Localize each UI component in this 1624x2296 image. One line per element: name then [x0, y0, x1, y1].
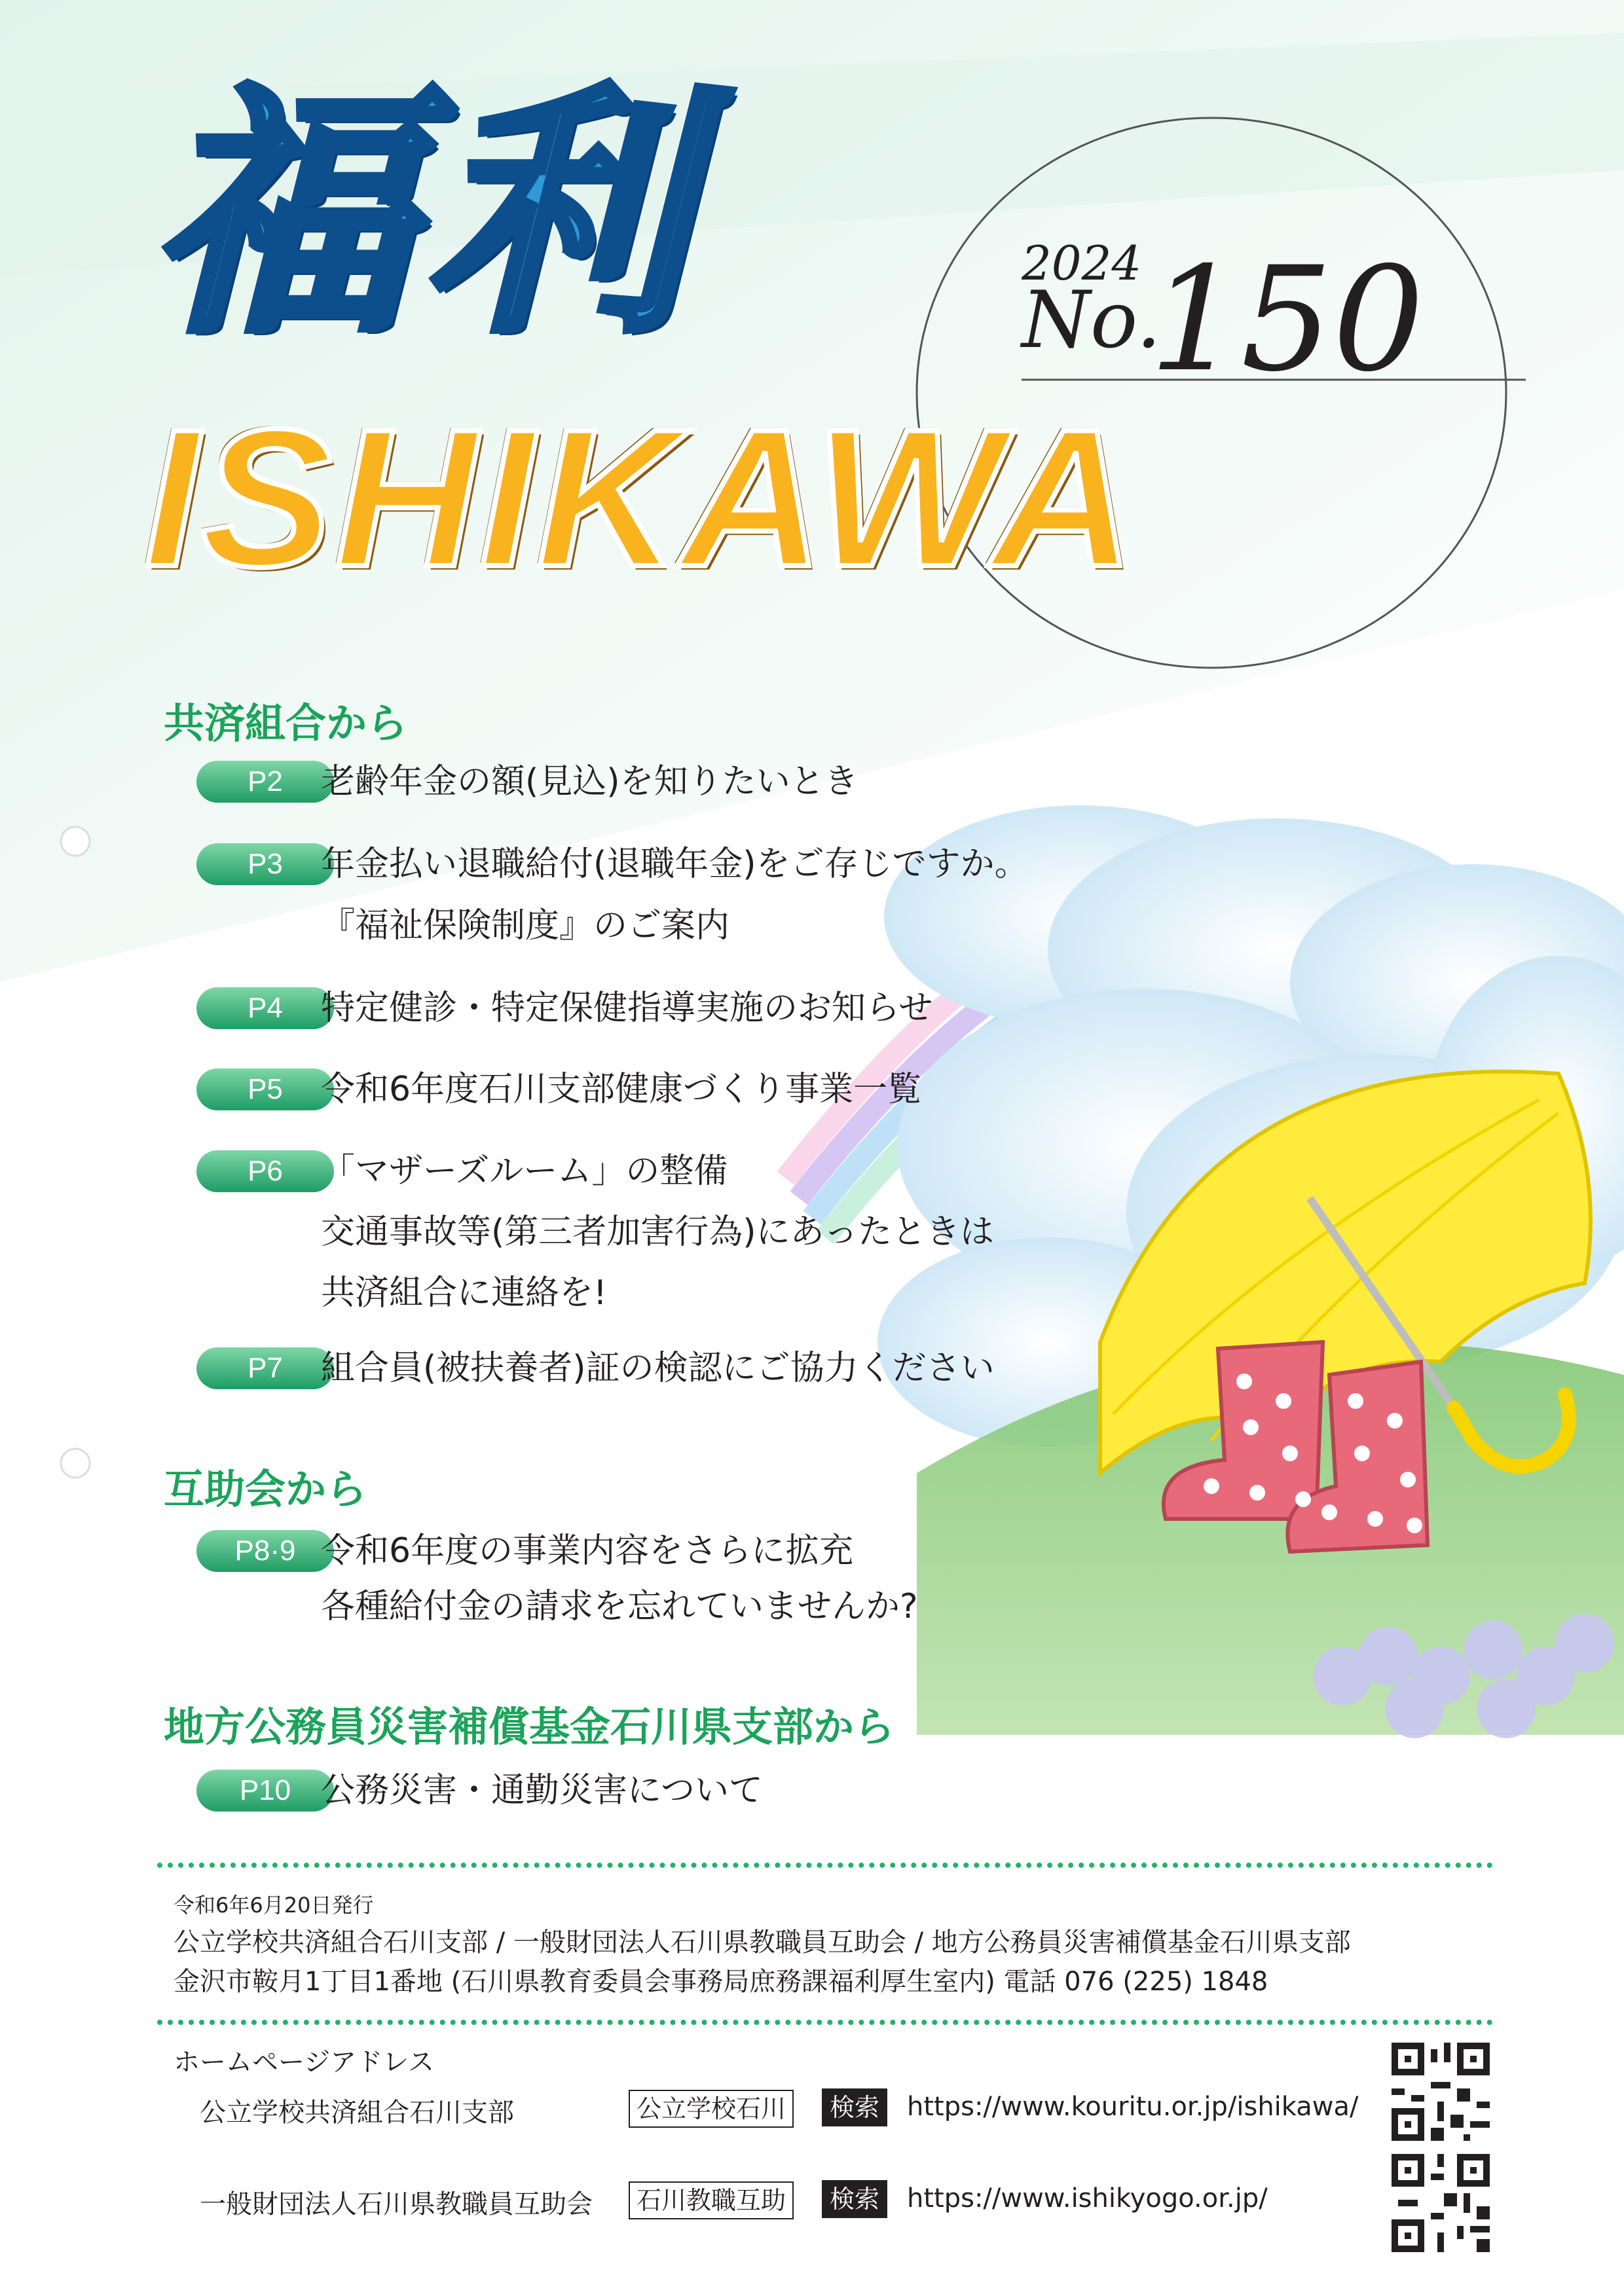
page-badge: P10 [196, 1770, 334, 1812]
toc-item: 令和6年度の事業内容をさらに拡充 [321, 1531, 854, 1571]
page-badge: P2 [196, 761, 334, 803]
dotted-divider [157, 1863, 1493, 1868]
toc-item: 各種給付金の請求を忘れていませんか? [321, 1587, 918, 1626]
issue-year: 2024 [1022, 236, 1142, 291]
toc-item: 老齢年金の額(見込)を知りたいとき [321, 762, 858, 801]
homepage-label: ホームページアドレス [174, 2047, 434, 2077]
link-org: 公立学校共済組合石川支部 [200, 2098, 514, 2128]
toc-item: 「マザーズルーム」の整備 [321, 1152, 728, 1191]
punch-hole [61, 827, 90, 856]
dotted-divider [157, 2020, 1493, 2025]
page-badge: P6 [196, 1150, 334, 1192]
search-term-box: 公立学校石川 [629, 2090, 794, 2128]
issue-date: 令和6年6月20日発行 [174, 1893, 374, 1918]
title-kanji: 福利 [151, 64, 701, 368]
homepage-url[interactable]: https://www.ishikyogo.or.jp/ [907, 2183, 1268, 2214]
qr-code [1392, 2154, 1490, 2252]
toc-item: 公務災害・通勤災害について [321, 1771, 763, 1810]
section-heading-saigai: 地方公務員災害補償基金石川県支部から [164, 1703, 895, 1751]
toc-item: 令和6年度石川支部健康づくり事業一覧 [321, 1070, 922, 1109]
search-button: 検索 [822, 2180, 887, 2218]
toc-item: 『福祉保険制度』のご案内 [321, 906, 730, 945]
publishers: 公立学校共済組合石川支部 / 一般財団法人石川県教職員互助会 / 地方公務員災害補償基金石川県支部 [174, 1927, 1351, 1958]
link-org: 一般財団法人石川県教職員互助会 [200, 2189, 593, 2219]
search-button: 検索 [822, 2088, 887, 2126]
page-badge: P3 [196, 843, 334, 885]
toc-item: 特定健診・特定保健指導実施のお知らせ [321, 989, 933, 1028]
address: 金沢市鞍月1丁目1番地 (石川県教育委員会事務局庶務課福利厚生室内) 電話 076 (225) 1848 [174, 1967, 1268, 1997]
page-badge: P4 [196, 987, 334, 1029]
title-roman: ISHIKAWA [144, 388, 1137, 608]
search-term-box: 石川教職互助 [629, 2181, 794, 2219]
issue-number: 150 [1149, 236, 1424, 403]
page-badge: P7 [196, 1347, 334, 1389]
toc-item: 年金払い退職給付(退職年金)をご存じですか。 [321, 845, 1029, 884]
section-heading-kyosai: 共済組合から [164, 699, 408, 747]
page-badge: P5 [196, 1068, 334, 1110]
section-heading-gojokai: 互助会から [164, 1465, 367, 1513]
toc-item: 組合員(被扶養者)証の検認にご協力ください [321, 1349, 995, 1388]
page-badge: P8·9 [196, 1530, 334, 1572]
qr-code [1392, 2043, 1490, 2141]
toc-item: 共済組合に連絡を! [321, 1273, 607, 1313]
toc-item: 交通事故等(第三者加害行為)にあったときは [321, 1212, 995, 1252]
homepage-url[interactable]: https://www.kouritu.or.jp/ishikawa/ [907, 2092, 1359, 2122]
punch-hole [61, 1449, 90, 1478]
issue-no-label: No. [1022, 275, 1162, 366]
